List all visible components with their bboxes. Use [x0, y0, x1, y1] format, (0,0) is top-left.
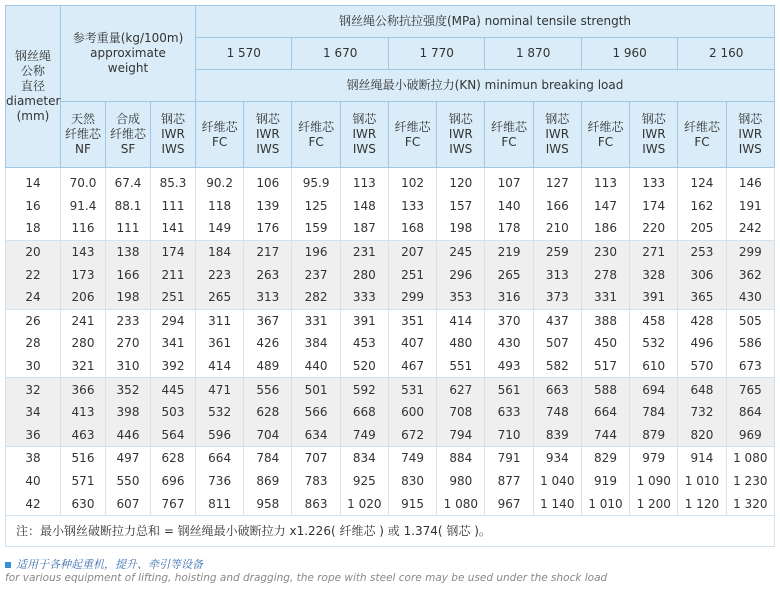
value-cell: 634 [292, 424, 340, 447]
value-cell: 205 [678, 217, 726, 240]
value-cell: 120 [437, 168, 485, 195]
diameter-cell: 38 [6, 447, 61, 470]
value-cell: 259 [533, 240, 581, 263]
value-cell: 102 [388, 168, 436, 195]
value-cell: 328 [630, 263, 678, 286]
value-cell: 217 [244, 240, 292, 263]
value-cell: 391 [340, 309, 388, 332]
value-cell: 1 140 [533, 492, 581, 515]
value-cell: 168 [388, 217, 436, 240]
value-cell: 127 [533, 168, 581, 195]
value-cell: 520 [340, 355, 388, 378]
value-cell: 333 [340, 286, 388, 309]
value-cell: 91.4 [61, 195, 106, 218]
value-cell: 1 080 [437, 492, 485, 515]
value-cell: 869 [244, 470, 292, 493]
value-cell: 173 [61, 263, 106, 286]
value-cell: 143 [61, 240, 106, 263]
value-cell: 749 [340, 424, 388, 447]
value-cell: 437 [533, 309, 581, 332]
diameter-cell: 22 [6, 263, 61, 286]
value-cell: 969 [726, 424, 774, 447]
iwr-col: 钢芯 IWR IWS [437, 102, 485, 168]
value-cell: 271 [630, 240, 678, 263]
value-cell: 70.0 [61, 168, 106, 195]
value-cell: 149 [196, 217, 244, 240]
value-cell: 174 [630, 195, 678, 218]
value-cell: 159 [292, 217, 340, 240]
value-cell: 365 [678, 286, 726, 309]
table-row [6, 355, 775, 378]
table-body [6, 168, 775, 516]
value-cell: 265 [485, 263, 533, 286]
value-cell: 166 [533, 195, 581, 218]
value-cell: 413 [61, 401, 106, 424]
value-cell: 820 [678, 424, 726, 447]
value-cell: 672 [388, 424, 436, 447]
value-cell: 124 [678, 168, 726, 195]
value-cell: 278 [581, 263, 629, 286]
value-cell: 1 230 [726, 470, 774, 493]
value-cell: 501 [292, 378, 340, 401]
value-cell: 1 020 [340, 492, 388, 515]
value-cell: 362 [726, 263, 774, 286]
value-cell: 251 [388, 263, 436, 286]
value-cell: 564 [151, 424, 196, 447]
diameter-header: 钢丝绳 公称 直径 diameter (mm) [6, 6, 61, 168]
value-cell: 147 [581, 195, 629, 218]
value-cell: 313 [244, 286, 292, 309]
value-cell: 784 [630, 401, 678, 424]
value-cell: 467 [388, 355, 436, 378]
value-cell: 571 [61, 470, 106, 493]
value-cell: 556 [244, 378, 292, 401]
value-cell: 566 [292, 401, 340, 424]
value-cell: 237 [292, 263, 340, 286]
diameter-cell: 40 [6, 470, 61, 493]
value-cell: 600 [388, 401, 436, 424]
value-cell: 791 [485, 447, 533, 470]
value-cell: 440 [292, 355, 340, 378]
value-cell: 107 [485, 168, 533, 195]
value-cell: 253 [678, 240, 726, 263]
value-cell: 85.3 [151, 168, 196, 195]
strength-1570: 1 570 [196, 38, 292, 70]
value-cell: 141 [151, 217, 196, 240]
value-cell: 139 [244, 195, 292, 218]
value-cell: 331 [292, 309, 340, 332]
value-cell: 531 [388, 378, 436, 401]
table-row [6, 240, 775, 263]
value-cell: 497 [106, 447, 151, 470]
bullet-square-icon [5, 562, 11, 568]
value-cell: 834 [340, 447, 388, 470]
weight-col-sf: 合成 纤维芯 SF [106, 102, 151, 168]
value-cell: 331 [581, 286, 629, 309]
value-cell: 503 [151, 401, 196, 424]
value-cell: 532 [630, 332, 678, 355]
value-cell: 280 [340, 263, 388, 286]
value-cell: 1 200 [630, 492, 678, 515]
value-cell: 458 [630, 309, 678, 332]
strength-1670: 1 670 [292, 38, 388, 70]
diameter-cell: 18 [6, 217, 61, 240]
fc-col: 纤维芯 FC [388, 102, 436, 168]
value-cell: 280 [61, 332, 106, 355]
value-cell: 341 [151, 332, 196, 355]
value-cell: 489 [244, 355, 292, 378]
value-cell: 979 [630, 447, 678, 470]
value-cell: 166 [106, 263, 151, 286]
diameter-cell: 16 [6, 195, 61, 218]
iwr-col: 钢芯 IWR IWS [340, 102, 388, 168]
value-cell: 392 [151, 355, 196, 378]
value-cell: 784 [244, 447, 292, 470]
value-cell: 914 [678, 447, 726, 470]
fc-col: 纤维芯 FC [485, 102, 533, 168]
value-cell: 111 [151, 195, 196, 218]
value-cell: 220 [630, 217, 678, 240]
value-cell: 1 320 [726, 492, 774, 515]
value-cell: 187 [340, 217, 388, 240]
value-cell: 352 [106, 378, 151, 401]
table-row [6, 447, 775, 470]
diameter-cell: 26 [6, 309, 61, 332]
value-cell: 263 [244, 263, 292, 286]
value-cell: 919 [581, 470, 629, 493]
value-cell: 242 [726, 217, 774, 240]
value-cell: 398 [106, 401, 151, 424]
note-row [6, 515, 775, 546]
value-cell: 157 [437, 195, 485, 218]
table-header [6, 6, 775, 168]
value-cell: 561 [485, 378, 533, 401]
value-cell: 811 [196, 492, 244, 515]
fc-col: 纤维芯 FC [196, 102, 244, 168]
value-cell: 592 [340, 378, 388, 401]
strength-title: 钢丝绳公称抗拉强度(MPa) nominal tensile strength [196, 6, 775, 38]
value-cell: 749 [388, 447, 436, 470]
value-cell: 879 [630, 424, 678, 447]
value-cell: 321 [61, 355, 106, 378]
value-cell: 430 [726, 286, 774, 309]
footer-en: for various equipment of lifting, hoisting and dragging, the rope with steel core may be used under the shock load [5, 572, 608, 584]
value-cell: 610 [630, 355, 678, 378]
value-cell: 133 [388, 195, 436, 218]
footer [5, 558, 775, 585]
value-cell: 388 [581, 309, 629, 332]
value-cell: 67.4 [106, 168, 151, 195]
value-cell: 211 [151, 263, 196, 286]
value-cell: 864 [726, 401, 774, 424]
footer-zh-line [5, 558, 775, 572]
value-cell: 316 [485, 286, 533, 309]
table-row [6, 470, 775, 493]
value-cell: 596 [196, 424, 244, 447]
value-cell: 207 [388, 240, 436, 263]
value-cell: 664 [196, 447, 244, 470]
value-cell: 198 [437, 217, 485, 240]
value-cell: 116 [61, 217, 106, 240]
value-cell: 744 [581, 424, 629, 447]
value-cell: 414 [196, 355, 244, 378]
value-cell: 463 [61, 424, 106, 447]
value-cell: 296 [437, 263, 485, 286]
value-cell: 384 [292, 332, 340, 355]
weight-col-iwr: 钢芯 IWR IWS [151, 102, 196, 168]
value-cell: 311 [196, 309, 244, 332]
value-cell: 367 [244, 309, 292, 332]
value-cell: 863 [292, 492, 340, 515]
value-cell: 111 [106, 217, 151, 240]
value-cell: 184 [196, 240, 244, 263]
value-cell: 353 [437, 286, 485, 309]
value-cell: 663 [533, 378, 581, 401]
value-cell: 516 [61, 447, 106, 470]
diameter-cell: 32 [6, 378, 61, 401]
value-cell: 282 [292, 286, 340, 309]
value-cell: 310 [106, 355, 151, 378]
wire-rope-spec-table [5, 5, 775, 547]
value-cell: 627 [437, 378, 485, 401]
value-cell: 95.9 [292, 168, 340, 195]
value-cell: 118 [196, 195, 244, 218]
diameter-cell: 24 [6, 286, 61, 309]
value-cell: 471 [196, 378, 244, 401]
value-cell: 696 [151, 470, 196, 493]
table-row [6, 168, 775, 195]
value-cell: 794 [437, 424, 485, 447]
strength-1960: 1 960 [581, 38, 677, 70]
value-cell: 125 [292, 195, 340, 218]
value-cell: 877 [485, 470, 533, 493]
value-cell: 223 [196, 263, 244, 286]
value-cell: 251 [151, 286, 196, 309]
iwr-col: 钢芯 IWR IWS [726, 102, 774, 168]
value-cell: 980 [437, 470, 485, 493]
value-cell: 106 [244, 168, 292, 195]
value-cell: 493 [485, 355, 533, 378]
value-cell: 551 [437, 355, 485, 378]
iwr-col: 钢芯 IWR IWS [630, 102, 678, 168]
value-cell: 148 [340, 195, 388, 218]
value-cell: 1 040 [533, 470, 581, 493]
value-cell: 934 [533, 447, 581, 470]
value-cell: 915 [388, 492, 436, 515]
footer-zh: 适用于各种起重机，提升、牵引等设备 [16, 558, 203, 571]
value-cell: 480 [437, 332, 485, 355]
value-cell: 958 [244, 492, 292, 515]
value-cell: 294 [151, 309, 196, 332]
fc-col: 纤维芯 FC [581, 102, 629, 168]
value-cell: 588 [581, 378, 629, 401]
value-cell: 196 [292, 240, 340, 263]
table-row [6, 401, 775, 424]
value-cell: 138 [106, 240, 151, 263]
value-cell: 736 [196, 470, 244, 493]
value-cell: 370 [485, 309, 533, 332]
value-cell: 532 [196, 401, 244, 424]
value-cell: 570 [678, 355, 726, 378]
diameter-cell: 30 [6, 355, 61, 378]
value-cell: 186 [581, 217, 629, 240]
table-row [6, 424, 775, 447]
fc-col: 纤维芯 FC [292, 102, 340, 168]
value-cell: 445 [151, 378, 196, 401]
value-cell: 299 [726, 240, 774, 263]
value-cell: 270 [106, 332, 151, 355]
value-cell: 113 [581, 168, 629, 195]
value-cell: 176 [244, 217, 292, 240]
value-cell: 90.2 [196, 168, 244, 195]
table-row [6, 378, 775, 401]
value-cell: 428 [678, 309, 726, 332]
value-cell: 664 [581, 401, 629, 424]
value-cell: 407 [388, 332, 436, 355]
value-cell: 140 [485, 195, 533, 218]
diameter-cell: 34 [6, 401, 61, 424]
diameter-cell: 42 [6, 492, 61, 515]
value-cell: 206 [61, 286, 106, 309]
value-cell: 507 [533, 332, 581, 355]
fc-col: 纤维芯 FC [678, 102, 726, 168]
iwr-col: 钢芯 IWR IWS [533, 102, 581, 168]
table-row [6, 286, 775, 309]
value-cell: 628 [244, 401, 292, 424]
table-row [6, 195, 775, 218]
diameter-cell: 14 [6, 168, 61, 195]
value-cell: 306 [678, 263, 726, 286]
value-cell: 1 090 [630, 470, 678, 493]
value-cell: 245 [437, 240, 485, 263]
value-cell: 241 [61, 309, 106, 332]
value-cell: 550 [106, 470, 151, 493]
value-cell: 884 [437, 447, 485, 470]
table-row [6, 217, 775, 240]
diameter-cell: 36 [6, 424, 61, 447]
value-cell: 710 [485, 424, 533, 447]
value-cell: 967 [485, 492, 533, 515]
value-cell: 391 [630, 286, 678, 309]
value-cell: 767 [151, 492, 196, 515]
note-text: 注：最小钢丝破断拉力总和 = 钢丝绳最小破断拉力 x1.226( 纤维芯 ) 或 1.374( 钢芯 )。 [6, 515, 775, 546]
value-cell: 366 [61, 378, 106, 401]
value-cell: 450 [581, 332, 629, 355]
value-cell: 517 [581, 355, 629, 378]
value-cell: 668 [340, 401, 388, 424]
value-cell: 231 [340, 240, 388, 263]
table-row [6, 332, 775, 355]
diameter-cell: 20 [6, 240, 61, 263]
value-cell: 174 [151, 240, 196, 263]
value-cell: 162 [678, 195, 726, 218]
value-cell: 633 [485, 401, 533, 424]
value-cell: 765 [726, 378, 774, 401]
weight-col-nf: 天然 纤维芯 NF [61, 102, 106, 168]
value-cell: 361 [196, 332, 244, 355]
table-row [6, 309, 775, 332]
value-cell: 113 [340, 168, 388, 195]
iwr-col: 钢芯 IWR IWS [244, 102, 292, 168]
value-cell: 1 120 [678, 492, 726, 515]
value-cell: 88.1 [106, 195, 151, 218]
value-cell: 453 [340, 332, 388, 355]
value-cell: 191 [726, 195, 774, 218]
strength-1770: 1 770 [388, 38, 484, 70]
value-cell: 430 [485, 332, 533, 355]
value-cell: 1 080 [726, 447, 774, 470]
value-cell: 694 [630, 378, 678, 401]
value-cell: 630 [61, 492, 106, 515]
value-cell: 830 [388, 470, 436, 493]
value-cell: 1 010 [678, 470, 726, 493]
value-cell: 230 [581, 240, 629, 263]
value-cell: 783 [292, 470, 340, 493]
value-cell: 704 [244, 424, 292, 447]
value-cell: 198 [106, 286, 151, 309]
value-cell: 925 [340, 470, 388, 493]
value-cell: 299 [388, 286, 436, 309]
value-cell: 707 [292, 447, 340, 470]
value-cell: 607 [106, 492, 151, 515]
value-cell: 708 [437, 401, 485, 424]
value-cell: 313 [533, 263, 581, 286]
spec-table-container [5, 5, 775, 547]
value-cell: 1 010 [581, 492, 629, 515]
value-cell: 586 [726, 332, 774, 355]
value-cell: 829 [581, 447, 629, 470]
subheader-row [6, 102, 775, 168]
value-cell: 505 [726, 309, 774, 332]
value-cell: 133 [630, 168, 678, 195]
value-cell: 219 [485, 240, 533, 263]
value-cell: 178 [485, 217, 533, 240]
value-cell: 839 [533, 424, 581, 447]
value-cell: 426 [244, 332, 292, 355]
table-row [6, 492, 775, 515]
diameter-cell: 28 [6, 332, 61, 355]
value-cell: 373 [533, 286, 581, 309]
value-cell: 582 [533, 355, 581, 378]
value-cell: 628 [151, 447, 196, 470]
value-cell: 446 [106, 424, 151, 447]
weight-header: 参考重量(kg/100m) approximate weight [61, 6, 196, 102]
value-cell: 414 [437, 309, 485, 332]
value-cell: 648 [678, 378, 726, 401]
value-cell: 233 [106, 309, 151, 332]
value-cell: 748 [533, 401, 581, 424]
value-cell: 265 [196, 286, 244, 309]
value-cell: 146 [726, 168, 774, 195]
value-cell: 496 [678, 332, 726, 355]
value-cell: 673 [726, 355, 774, 378]
strength-1870: 1 870 [485, 38, 581, 70]
strength-2160: 2 160 [678, 38, 775, 70]
value-cell: 732 [678, 401, 726, 424]
value-cell: 351 [388, 309, 436, 332]
breaking-load-title: 钢丝绳最小破断拉力(KN) minimun breaking load [196, 70, 775, 102]
table-row [6, 263, 775, 286]
value-cell: 210 [533, 217, 581, 240]
